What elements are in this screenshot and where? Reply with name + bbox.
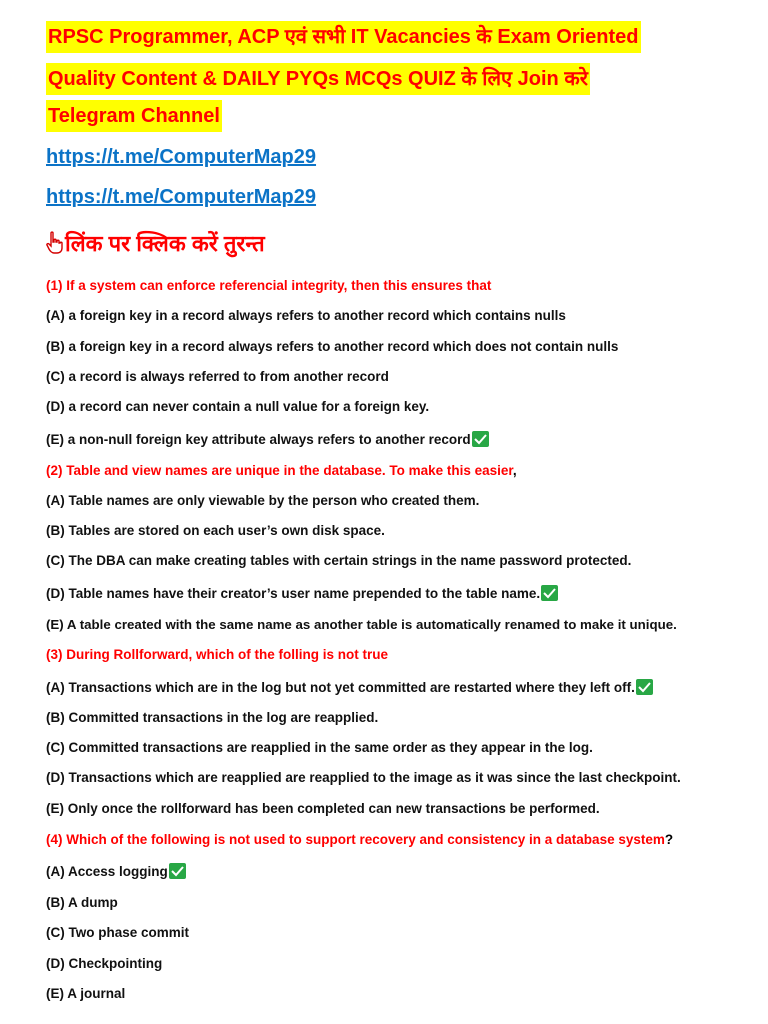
question-3-option-c: (C) Committed transactions are reapplied in the same order as they appear in the log. xyxy=(46,740,593,755)
telegram-link-1[interactable]: https://t.me/ComputerMap29 xyxy=(46,146,317,168)
question-1-option-d: (D) a record can never contain a null value for a foreign key. xyxy=(46,399,430,414)
question-1: (1) If a system can enforce referencial integrity, then this ensures that xyxy=(46,278,492,293)
correct-answer-check-icon xyxy=(169,863,186,879)
question-1-option-e: (E) a non-null foreign key attribute always refers to another record xyxy=(46,431,489,449)
question-2: (2) Table and view names are unique in the database. To make this easier, xyxy=(46,463,517,478)
telegram-link-2[interactable]: https://t.me/ComputerMap29 xyxy=(46,186,317,208)
question-2-option-c: (C) The DBA can make creating tables with certain strings in the name password protected. xyxy=(46,553,632,568)
question-3-option-e: (E) Only once the rollforward has been completed can new transactions be performed. xyxy=(46,801,600,816)
cta-text: लिंक पर क्लिक करें तुरन्त xyxy=(65,231,265,256)
promo-banner-line-3: Telegram Channel xyxy=(46,100,222,132)
question-2-option-d: (D) Table names have their creator’s user name prepended to the table name. xyxy=(46,585,558,603)
pointing-hand-icon xyxy=(46,231,64,255)
question-4-option-e: (E) A journal xyxy=(46,986,126,1001)
question-4-option-a: (A) Access logging xyxy=(46,863,186,881)
correct-answer-check-icon xyxy=(636,679,653,695)
correct-answer-check-icon xyxy=(472,431,489,447)
question-2-option-b: (B) Tables are stored on each user’s own disk space. xyxy=(46,523,385,538)
question-4: (4) Which of the following is not used to support recovery and consistency in a database system? xyxy=(46,832,674,847)
promo-banner-line-2: Quality Content & DAILY PYQs MCQs QUIZ के लिए Join करे xyxy=(46,63,590,95)
question-4-option-d: (D) Checkpointing xyxy=(46,956,163,971)
promo-banner-line-1: RPSC Programmer, ACP एवं सभी IT Vacancies के Exam Oriented xyxy=(46,21,641,53)
click-cta xyxy=(46,228,265,260)
question-4-option-b: (B) A dump xyxy=(46,895,118,910)
question-1-option-b: (B) a foreign key in a record always refers to another record which does not contain nulls xyxy=(46,339,619,354)
question-2-option-e: (E) A table created with the same name as another table is automatically renamed to make it unique. xyxy=(46,617,677,632)
question-2-option-a: (A) Table names are only viewable by the person who created them. xyxy=(46,493,480,508)
question-4-option-c: (C) Two phase commit xyxy=(46,925,190,940)
question-1-option-c: (C) a record is always referred to from another record xyxy=(46,369,389,384)
question-3: (3) During Rollforward, which of the folling is not true xyxy=(46,647,388,662)
question-1-option-a: (A) a foreign key in a record always refers to another record which contains nulls xyxy=(46,308,566,323)
question-3-option-b: (B) Committed transactions in the log are reapplied. xyxy=(46,710,379,725)
correct-answer-check-icon xyxy=(541,585,558,601)
question-3-option-d: (D) Transactions which are reapplied are reapplied to the image as it was since the last checkpoint. xyxy=(46,770,681,785)
question-3-option-a: (A) Transactions which are in the log but not yet committed are restarted where they left off. xyxy=(46,679,653,697)
